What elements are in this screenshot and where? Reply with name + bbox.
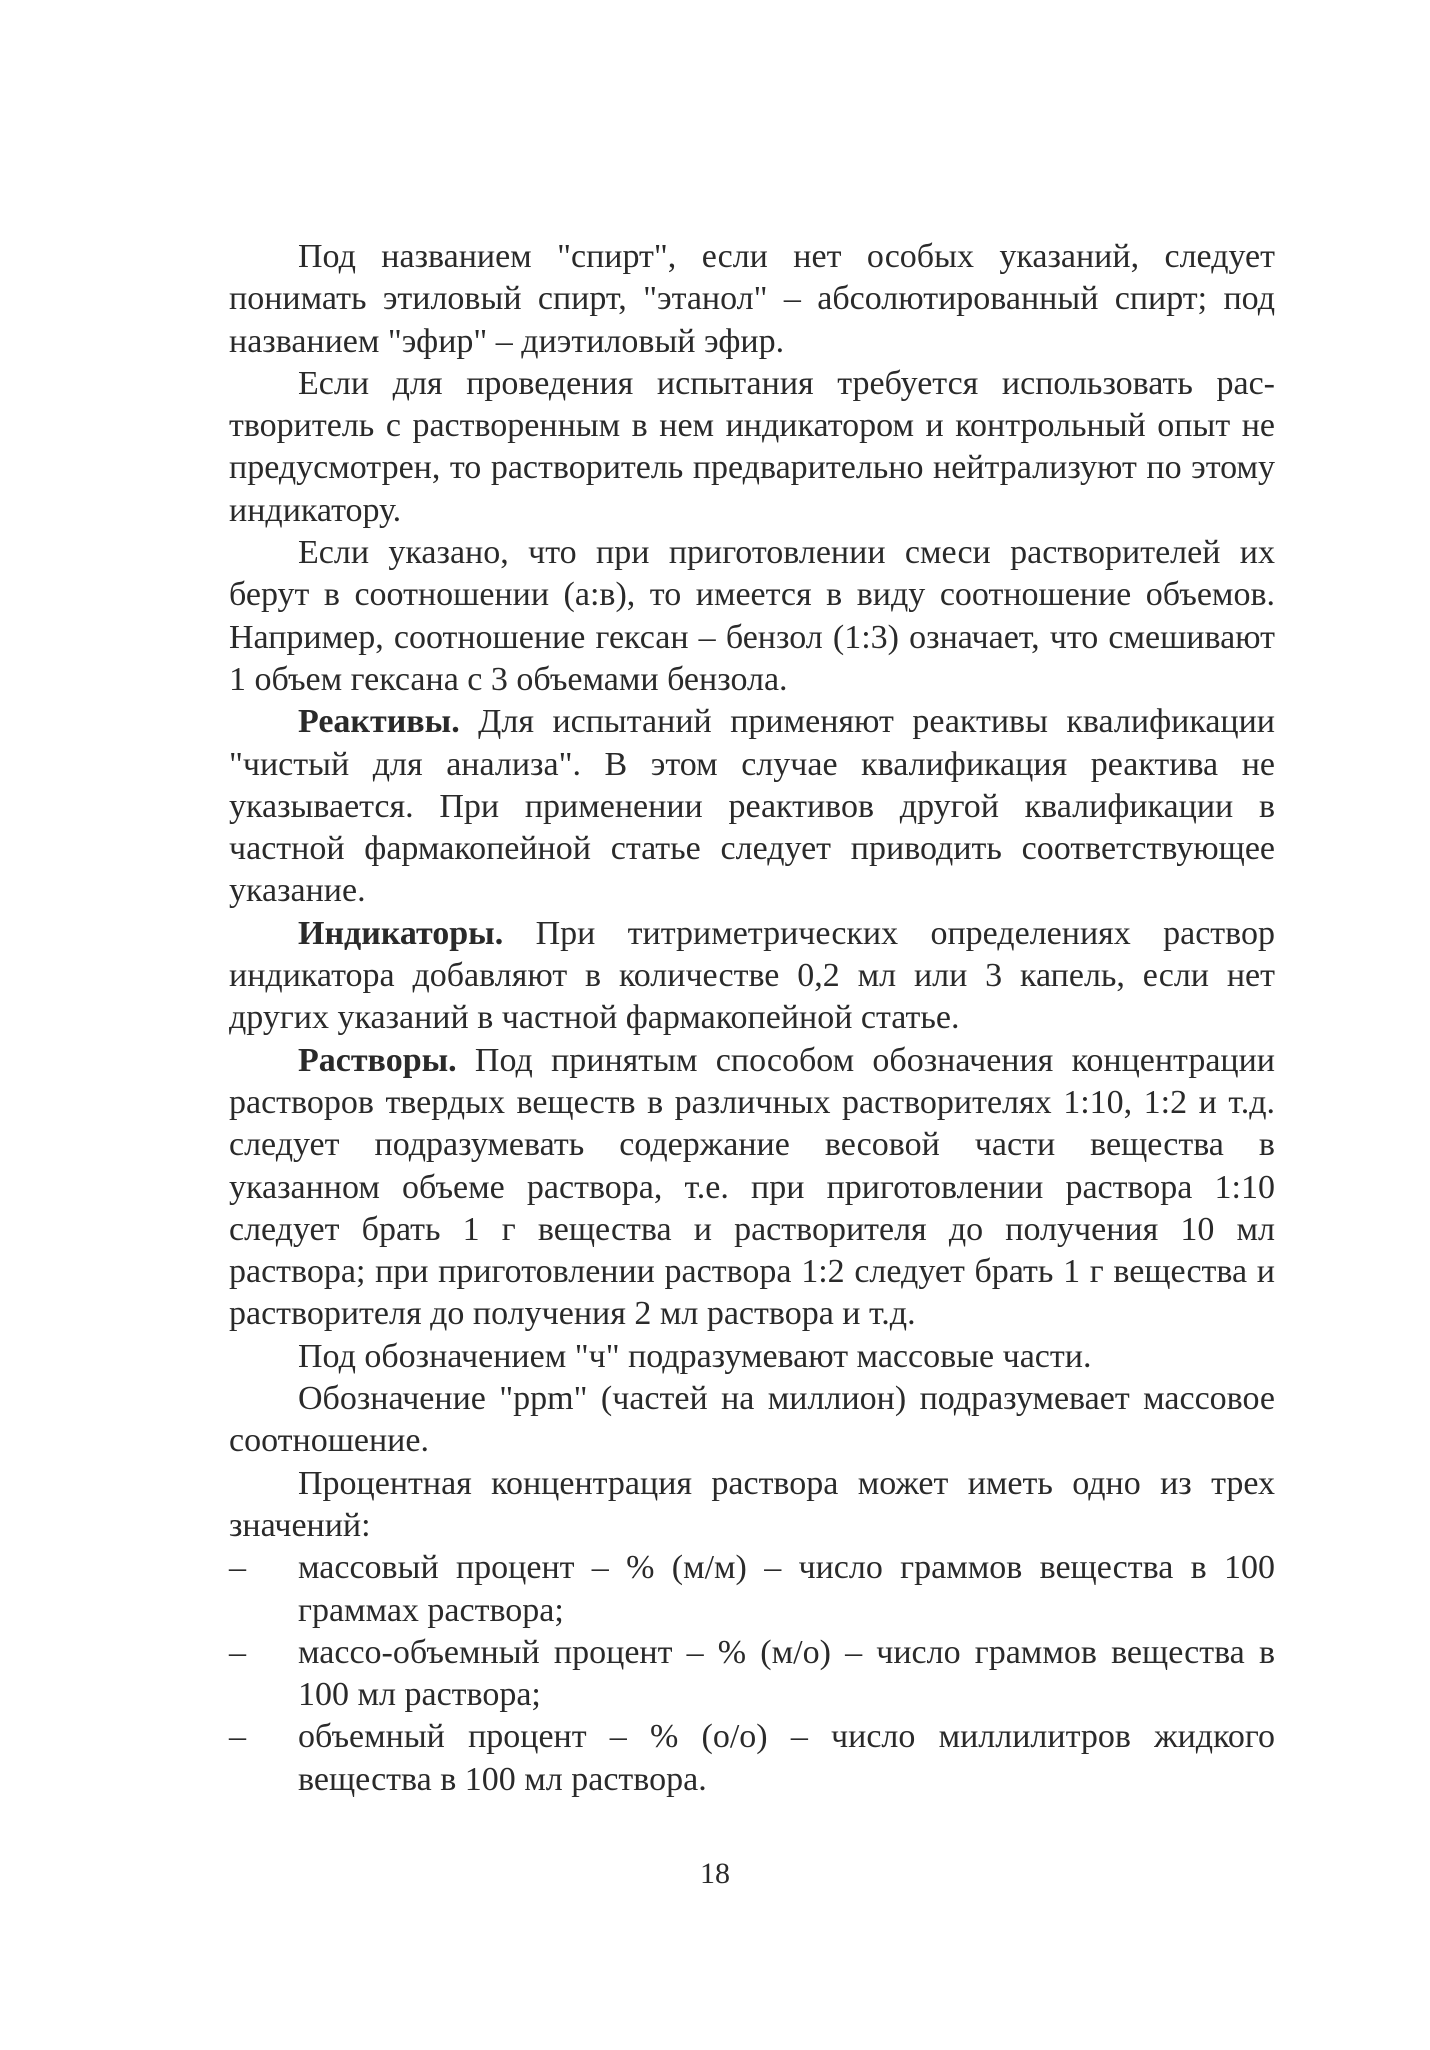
percent-types-list <box>229 1547 1275 1801</box>
page-number: 18 <box>700 1857 730 1890</box>
list-item <box>229 1547 1275 1632</box>
paragraph-spirit-ether <box>229 236 1275 363</box>
paragraph-text: Под принятым способом обозначения концентрации растворов твердых веществ в различных растворителях 1:10, 1:2 и т.д. следует подразумевать содержание весовой части вещества в указанном объеме раствора, т.е. при приготовлении раствора 1:10 следует брать 1 г вещества и растворителя до получения 10 мл раствора; при приготовлении раствора 1:2 следует брать 1 г вещества и растворителя до получения 2 мл раствора и т.д. <box>229 1041 1275 1333</box>
paragraph-text: Под названием "спирт", если нет особых указаний, следует понимать этиловый спирт, "этанол" – абсолютированный спирт; под названием "эфир" – диэтиловый эфир. <box>229 238 1275 360</box>
paragraph-solvent-indicator <box>229 363 1275 532</box>
term-reagents: Реактивы. <box>298 703 460 741</box>
paragraph-text: Если для проведения испытания требуется использовать растворитель с растворенным в нем индикатором и контрольный опыт не предусмотрен, то растворитель предварительно нейтрализуют по этому индикатору. <box>229 364 1275 529</box>
list-item <box>229 1632 1275 1717</box>
paragraph-indicators <box>229 913 1275 1040</box>
term-solutions: Растворы. <box>298 1041 457 1079</box>
paragraph-text: Для испытаний применяют реактивы квалификации "чистый для анализа". В этом случае квалификация реактива не указывается. При применении реактивов другой квалификации в частной фармакопейной статье следует приводить соответствующее указание. <box>229 703 1275 910</box>
list-item-text: массовый процент – % (м/м) – число граммов вещества в 100 граммах раствора; <box>298 1549 1275 1629</box>
paragraph-text: Процентная концентрация раствора может иметь одно из трех значений: <box>229 1464 1275 1544</box>
paragraph-text: Если указано, что при приготовлении смеси растворителей их берут в соотношении (а:в), то имеется в виду соотношение объемов. Например, соотношение гексан – бензол (1:3) означает, что смешивают 1 объем гексана с 3 объемами бензола. <box>229 534 1275 698</box>
paragraph-solvent-ratio <box>229 532 1275 701</box>
paragraph-solutions <box>229 1040 1275 1336</box>
paragraph-mass-parts <box>229 1336 1275 1378</box>
paragraph-text: Обозначение "ppm" (частей на миллион) подразумевает массовое соотношение. <box>229 1380 1275 1460</box>
paragraph-percent-intro <box>229 1463 1275 1548</box>
list-dash-marker: – <box>229 1718 246 1756</box>
paragraph-ppm <box>229 1378 1275 1463</box>
list-item-text: массо-объемный процент – % (м/о) – число граммов вещества в 100 мл раствора; <box>298 1633 1275 1714</box>
list-item <box>229 1716 1275 1801</box>
paragraph-text: При титриметрических определениях раствор индикатора добавляют в количестве 0,2 мл или 3 капель, если нет других указаний в частной фармакопейной статье. <box>229 914 1275 1037</box>
term-indicators: Индикаторы. <box>298 914 504 952</box>
paragraph-text: Под обозначением "ч" подразумевают массовые части. <box>298 1337 1092 1375</box>
list-dash-marker: – <box>229 1633 246 1671</box>
list-item-text: объемный процент – % (о/о) – число миллилитров жидкого вещества в 100 мл раствора. <box>298 1718 1275 1798</box>
list-dash-marker: – <box>229 1549 246 1587</box>
body-text <box>229 236 1275 1801</box>
paragraph-reagents <box>229 701 1275 912</box>
